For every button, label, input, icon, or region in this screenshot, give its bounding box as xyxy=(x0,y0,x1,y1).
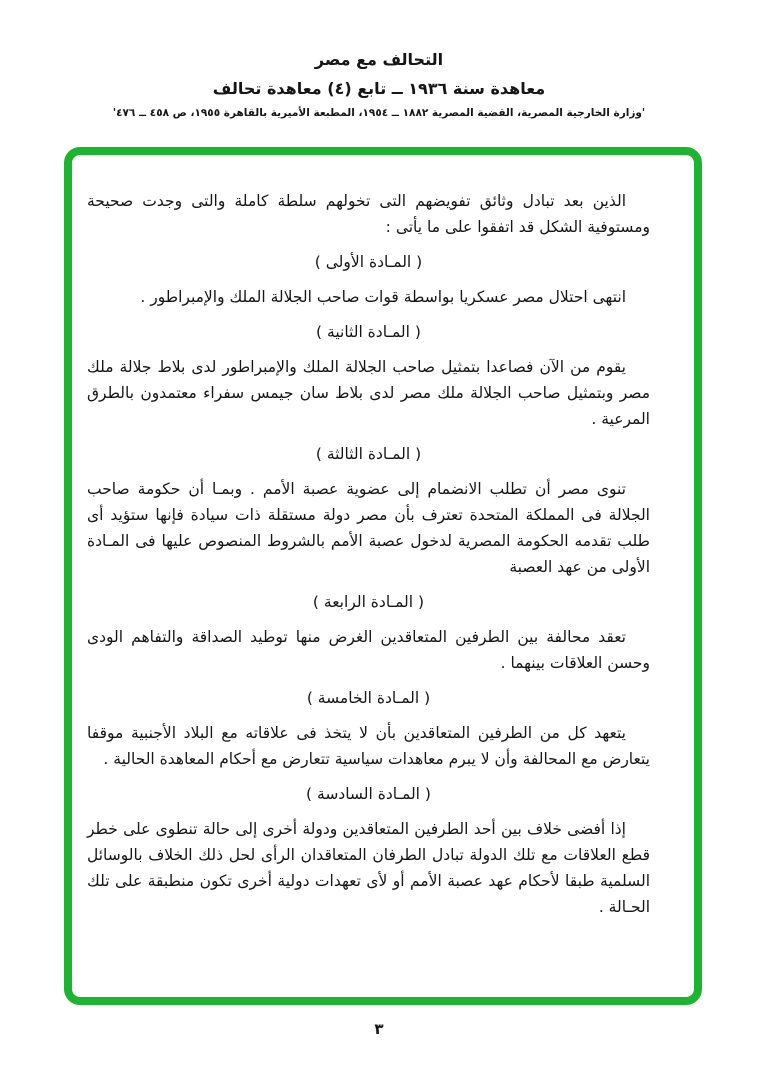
article-2-heading: ( المـادة الثانية ) xyxy=(316,323,421,341)
article-1 xyxy=(87,249,650,310)
article-4-heading: ( المـادة الرابعة ) xyxy=(312,593,425,611)
doc-subtitle: معاهدة سنة ١٩٣٦ ــ تابع (٤) معاهدة تحالف xyxy=(212,79,546,98)
article-1-heading: ( المـادة الأولى ) xyxy=(314,253,423,271)
doc-title: التحالف مع مصر xyxy=(314,50,444,69)
article-6-heading: ( المـادة السادسة ) xyxy=(306,785,431,803)
page-number: ٣ xyxy=(374,1020,384,1038)
article-5 xyxy=(87,685,650,772)
article-2 xyxy=(87,319,650,432)
article-6 xyxy=(87,781,650,920)
article-1-body: انتهى احتلال مصر عسكريا بواسطة قوات صاحب الجلالة الملك والإمبراطور . xyxy=(140,288,626,306)
article-4-body: تعقد محالفة بين الطرفين المتعاقدين الغرض منها توطيد الصداقة والتفاهم الودى وحسن العلاقات بينهما . xyxy=(87,628,650,672)
article-6-body: إذا أفضى خلاف بين أحد الطرفين المتعاقدين ودولة أخرى إلى حالة تنطوى على خطر قطع العلاقات مع تلك الدولة تبادل الطرفان المتعاقدان الرأى لحل ذلك الخلاف بالوسائل السلمية طبقا لأحكام عهد عصبة الأمم أو لأى تعهدات دولية أخرى تكون منطبقة على تلك الحـالة . xyxy=(87,820,650,916)
article-2-body: يقوم من الآن فصاعدا بتمثيل صاحب الجلالة الملك والإمبراطور لدى بلاط جلالة ملك مصر وبتمثيل صاحب الجلالة ملك مصر لدى بلاط سان جيمس سفراء معتمدون بالطرق المرعية . xyxy=(87,358,650,428)
article-5-body: يتعهد كل من الطرفين المتعاقدين بأن لا يتخذ فى علاقاته مع البلاد الأجنبية موقفا يتعارض مع المحالفة وأن لا يبرم معاهدات سياسية تتعارض مع أحكام المعاهدة الحالية . xyxy=(87,724,650,768)
article-3-body: تنوى مصر أن تطلب الانضمام إلى عضوية عصبة الأمم . وبمـا أن حكومة صاحب الجلالة فى المملكة المتحدة تعترف بأن مصر دولة مستقلة ذات سيادة فإنها ستؤيد أى طلب تقدمه الحكومة المصرية لدخول عصبة الأمم بالشروط المنصوص عليها فى المـادة الأولى من عهد العصبة xyxy=(87,480,650,576)
page-header xyxy=(0,50,758,119)
intro-paragraph: الذين بعد تبادل وثائق تفويضهم التى تخولهم سلطة كاملة والتى وجدت صحيحة ومستوفية الشكل قد اتفقوا على ما يأتى : xyxy=(87,192,650,236)
treaty-body xyxy=(87,188,650,920)
article-3 xyxy=(87,441,650,580)
article-3-heading: ( المـادة الثالثة ) xyxy=(315,445,422,463)
article-5-heading: ( المـادة الخامسة ) xyxy=(306,689,431,707)
article-4 xyxy=(87,589,650,676)
doc-citation: 'وزارة الخارجية المصرية، القضية المصرية ١٨٨٢ ــ ١٩٥٤، المطبعة الأميرية بالقاهرة ١٩٥٥، ص ٤٥٨ ــ ٤٧٦' xyxy=(112,107,646,119)
